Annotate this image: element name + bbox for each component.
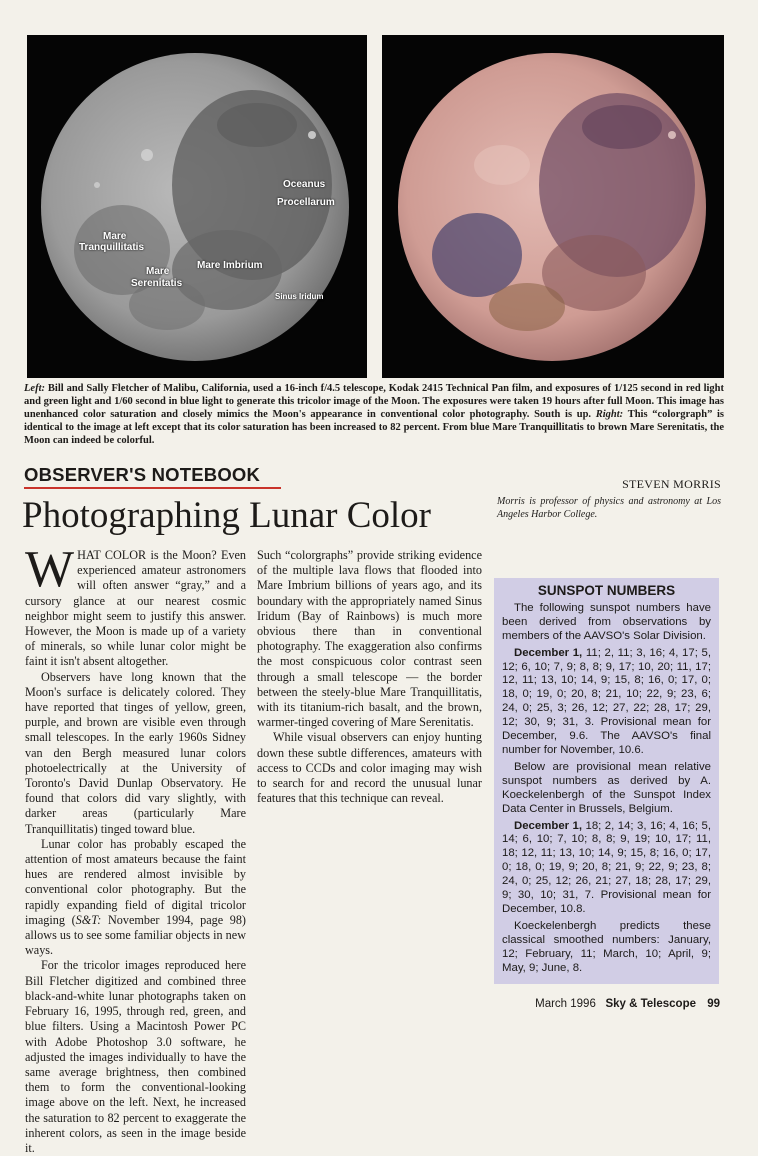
sidebar-prediction: Koeckelenbergh predicts these classical smoothed numbers: January, 12; February, 11; March, 10; April, 9; May, 9; June, 8. — [502, 919, 711, 974]
label-procellarum: Procellarum — [277, 197, 335, 208]
article-paragraph-3b: November 1994, page 98) allows us to see some familiar objects in new ways. — [25, 912, 246, 958]
sidebar-title: SUNSPOT NUMBERS — [537, 583, 676, 598]
article-paragraph-5: Such “colorgraphs” provide striking evidence of the multiple lava flows that flooded into Mare Imbrium billions of years ago, and its boundary with the appropriately named Sinus Iridum (Bay of Rainbows) is much more obvious there than in conventional photography. The exaggeration also confirms the most conspicuous color contrast seen through a small telescope — the border between the steely-blue Mare Tranquillitatis, with its titanium-rich basalt, and the brown, warmer-tinged covering of Mare Serenitatis. — [257, 548, 482, 730]
sidc-data-values: 18; 2, 14; 3, 16; 4, 16; 5, 14; 6, 10; 7, 10; 8, 8; 9, 19; 10, 17; 11, 18; 12, 11; 13, 10; 14, 9; 15, 8; 16, 0; 17, 0; 18, 0; 19, 9; 20, 8; 21, 9; 22, 9; 23, 8; 24, 0; 25, 12; 26, 21; 27, 18; 28, 17; 29, 9; 30, 10; 31, 7. Provisional mean for December, 10.8. — [502, 819, 712, 915]
article-paragraph-1 — [25, 541, 246, 670]
article-reference: S&T: — [75, 912, 102, 927]
page-number: 99 — [707, 998, 720, 1010]
moon-photo-colorgraph — [382, 35, 724, 378]
issue-date: March 1996 — [535, 998, 596, 1010]
caption-right-label: Right: — [595, 409, 624, 420]
caption-left-label: Left: — [24, 383, 45, 394]
article-paragraph-6: While visual observers can enjoy hunting down these subtle differences, amateurs with access to CCDs and color imaging may wish to search for and record the unusual lunar features that this technique can reveal. — [257, 730, 482, 806]
sidc-data-lead: December 1, — [514, 819, 583, 832]
article-paragraph-4: For the tricolor images reproduced here Bill Fletcher digitized and combined three black-and-white lunar photographs taken on February 16, 1995, through red, green, and blue filters. Using a Macintosh Power PC with Adobe Photoshop 3.0 software, he adjusted the images individually to have the same average brightness, then combined them to form the conventional-looking image above on the left. Next, he increased the saturation to 82 percent to exaggerate the inherent colors, as seen in the image beside it. — [25, 958, 246, 1155]
drop-cap: W — [25, 541, 75, 598]
aavso-sunspot-data — [502, 647, 711, 758]
aavso-data-lead: December 1, — [514, 646, 583, 659]
label-sinus-iridum: Sinus Iridum — [275, 292, 324, 301]
caption-text-left: Bill and Sally Fletcher of Malibu, California, used a 16-inch f/4.5 telescope, Kodak 2415 Technical Pan film, and exposures of 1/125 second in red light and green light and 1/60 second in blue light to generate this tricolor image of the Moon. The exposures were taken 19 hours after full Moon. This image has unenhanced color saturation and closely mimics the Moon's appearance in conventional color photography. South is up. — [24, 383, 725, 420]
sidc-sunspot-data — [502, 820, 711, 917]
label-mare-tranquillitatis-2: Tranquillitatis — [79, 242, 145, 253]
article-paragraph-3a: Lunar color has probably escaped the attention of most amateurs because the faint hues are rendered almost invisible by conventional color photography. But the rapidly expanding field of digital tricolor imaging ( — [25, 836, 246, 927]
label-oceanus: Oceanus — [283, 179, 326, 190]
moon-image-colorgraph — [382, 35, 724, 378]
sidebar-intro-2: Below are provisional mean relative sunspot numbers as derived by A. Koeckelenbergh of the Sunspot Index Data Center in Brussels, Belgium. — [502, 760, 711, 815]
article-column-3 — [497, 470, 721, 521]
section-label: OBSERVER'S NOTEBOOK — [24, 464, 281, 489]
label-mare-serenitatis-1: Mare — [146, 266, 170, 277]
article-paragraph-3 — [25, 837, 246, 959]
aavso-data-values: 11; 2, 11; 3, 16; 4, 17; 5, 12; 6, 10; 7, 9; 8, 8; 9, 17; 10, 20; 11, 17; 12, 11; 13, 10; 14, 9; 15, 8; 16, 0; 17, 0; 18, 0; 19, 0; 20, 8; 21, 10; 22, 9; 23, 6; 24, 0; 25, 3; 26, 12; 27, 22; 28, 17; 29, 12; 30, 9; 31, 3. Provisional mean for December, 9.6. The AAVSO's final number for November, 10.6. — [502, 646, 712, 756]
photo-caption — [24, 382, 724, 447]
magazine-name: Sky & Telescope — [605, 998, 696, 1010]
moon-photo-natural — [27, 35, 367, 378]
article-column-1 — [25, 541, 246, 1156]
sidebar-intro: The following sunspot numbers have been derived from observations by members of the AAVSO's Solar Division. — [502, 601, 711, 642]
author-byline: STEVEN MORRIS — [622, 477, 721, 491]
article-paragraph-1-text: HAT COLOR is the Moon? Even experienced amateur astronomers will often answer “gray,” and a cursory glance at our nearest cosmic neighbor might seem to justify this answer. However, the Moon is made up of a variety of minerals, so while lunar color might be faint it isn't absent altogether. — [25, 548, 246, 669]
label-mare-tranquillitatis-1: Mare — [103, 231, 127, 242]
article-column-2 — [257, 548, 482, 988]
page-footer — [530, 998, 720, 1010]
author-bio: Morris is professor of physics and astronomy at Los Angeles Harbor College. — [497, 496, 721, 521]
caption-text-right: This “colorgraph” is identical to the image at left except that its color saturation has been increased to 82 percent. From blue Mare Tranquillitatis to brown Mare Serenitatis, the Moon can indeed be colorful. — [24, 409, 725, 446]
sunspot-numbers-sidebar — [494, 578, 719, 984]
article-paragraph-2: Observers have long known that the Moon's surface is delicately colored. They have reported that tinges of yellow, green, purple, and brown are visible even through small telescopes. In the early 1960s Sidney van den Bergh measured lunar colors photoelectrically at the University of Toronto's David Dunlap Observatory. He found that colors did vary slightly, with darker areas (particularly Mare Tranquillitatis) tinged toward blue. — [25, 669, 246, 836]
label-mare-imbrium: Mare Imbrium — [197, 260, 263, 271]
article-headline: Photographing Lunar Color — [22, 495, 432, 536]
label-mare-serenitatis-2: Serenitatis — [131, 278, 183, 289]
